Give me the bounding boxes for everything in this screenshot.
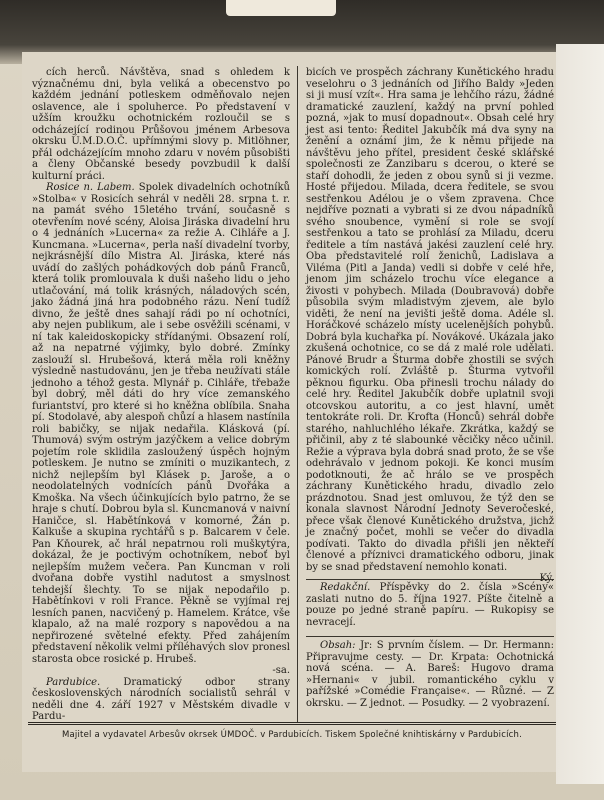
place-rosice: Rosice n. Labem. (46, 182, 135, 193)
section-rule-2 (306, 636, 554, 637)
column-divider (297, 66, 298, 722)
overlapping-page-edge (556, 44, 604, 784)
editorial-text: Příspěvky do 2. čísla »Scény« zaslati nutno do 5. října 1927. Píšte čitelně a pouze po jedné straně papíru. — Rukopisy se nevracejí. (306, 582, 554, 628)
editorial-notice-paragraph (306, 582, 554, 628)
article-pardubice (32, 677, 290, 723)
masthead-fragment (226, 0, 336, 16)
footer-rule-bottom (28, 724, 556, 725)
contents-label: Obsah: (320, 640, 356, 651)
article-pardubice-text: Dramatický odbor strany československých národních socialistů sehrál v neděli dne 4. září 1927 v Městském divadle v Pardu- (32, 676, 290, 722)
signature-sa: -sa. (272, 665, 290, 676)
contents-text: Jr: S prvním číslem. — Dr. Hermann: Připravujme cesty. — Dr. Krpata: Ochotnická nová scéna. — A. Bareš: Hugovo drama »Hernani« v jubil. romantického cyklu v pařížské »Comédie Française«. — Různé. — Z okrsku. — Z jednot. — Posudky. — 2 vyobrazení. (306, 640, 554, 709)
contents-section (306, 640, 554, 720)
right-column-review (306, 67, 554, 577)
editorial-label: Redakční. (320, 582, 371, 593)
section-rule-1 (306, 579, 554, 580)
contents-paragraph (306, 640, 554, 709)
place-pardubice: Pardubice. (46, 676, 101, 688)
article-rosice-text: Spolek divadelních ochotníků »Stolba« v Rosicích sehrál v neděli 28. srpna t. r. na památ svého 15letého trvání, současně s otevřením nové scény, Aloisa Jiráska divadelní hru o 4 jednáních »Lucerna« za režie A. Cihláře a J. Kuncmana. »Lucerna«, perla naší divadelní tvorby, nejkrásnější dílo Mistra Al. Jiráska, které nás uvádí do zašlých pohádkových dob pánů Franců, která tolik promlouvala k duši našeho lidu o jeho utlačování, má tolik krásných, náladových scén, jako žádná jiná hra podobného rázu. Není tudíž divno, že ještě dnes sahají rádi po ní ochotníci, aby nejen publikum, ale i sebe osvěžili scénami, v ní tak kaleidoskopicky střídanými. Obsazení rolí, až na nepatrné výjimky, bylo dobré. Zmínky zaslouží sl. Hrubešová, která měla roli kněžny výsledně nastudovánu, jen je třeba neužívati stále jednoho a téhož gesta. Mlynář p. Cihláře, třebaže byl dobrý, měl dáti do hry více zemanského furiantství, pro které si ho kněžna oblíbila. Snaha pí. Stodolavé, aby alespoň chůzí a hlasem nastínila roli babičky, se nijak nedařila. Klásková (pí. Thumová) svým ostrým jazýčkem a velice dobrým pojetím role sklidila zasloužený úspěch hojným potleskem. Je nutno se zmíniti o muzikantech, z nichž nejlepším byl Klásek p. Jaroše, a o neodolatelných vodnících pánů Dvořáka a Kmoška. Na všech účinkujících bylo patrno, že se hraje s chutí. Dobrou byla sl. Kuncmanová v naivní Haničce, sl. Habětínková v komorné, Žán p. Kalkuše a skupina rychtářů s p. Balcarem v čele. Pan Kňourek, ač hrál nepatrnou roli muškytýra, dokázal, že je poctivým ochotníkem, neboť byl nejlepším mužem večera. Pan Kuncman v roli dvořana dobře vystihl nadutost a smyslnost tehdejší šlechty. To se nijak nepodařilo p. Habětínkovi v roli Francе. Pěkně se vyjímal rej lesních panen, nacvičený p. Hamelem. Krátce, vše klapalo, až na malé rozpory s napovědou a na nepřirozené světelné efekty. Před zahájením představení několik velmi příléhavých slov pronesl starosta obce rosické p. Hrubeš. (32, 182, 290, 665)
article-pardubice-continued: bicích ve prospěch záchrany Kunětického hradu veselohru o 3 jednáních od Jiřího Baldy »Jeden si ji musí vzít«. Hra sama je lehčího rázu, žádné dramatické zauzlení, každý na první pohled pozná, »jak to musí dopadnout«. Obsah celé hry jest asi tento: Ředitel Jakubčík má dva syny na ženění a oznámí jim, že k němu přijede na návštěvu jeho přítel, president české sklářské společnosti ze Zanzibaru s dcerou, o které se staří dohodli, že jeden z obou synů si ji vezme. Hosté přijedou. Milada, dcera ředitele, se svou sestřenkou Adélou je o všem zpravena. Chce nejdříve poznati a vybrati si ze dvou nápadníků svého snoubence, vymění si role se svojí sestřenkou a tato se prohlásí za Miladu, dceru ředitele a tím nastává jakési zauzlení celé hry. Oba představitelé rolí ženichů, Ladislava a Viléma (Pitl a Janda) vedli si dobře v celé hře, jenom jim scházelo trochu více elegance a živosti v pohybech. Milada (Doubravová) dobře působila svým mladistvým zjevem, ale bylo viděti, že není na jevišti ještě doma. Adéle sl. Horáčkové scházelo místy ucelenějších pohybů. Dobrá byla kuchařka pí. Novákové. Ukázala jako zkušená ochotnice, co se dá z malé role udělati. Pánové Brudr a Šturma dobře zhostili se svých komických rolí. Zvláště p. Šturma vytvořil pěknou figurku. Oba přinesli trochu nálady do celé hry. Ředitel Jakubčík dobře uplatnil svoji otcovskou autoritu, a co jest hlavní, umět tentokráte roli. Dr. Krofta (Honců) sehrál dobře starého, nahluchlého lékaře. Zkrátka, každý se přičinil, aby z té slabounké věcičky něco učinil. Režie a výprava byla dobrá snad proto, že se vše odehrávalo v jednom pokoji. Ke konci musím podotknouti, že ač hrálo se ve prospěch záchrany Kunětického hradu, divadlo zelo prázdnotou. Snad jest omluvou, že týž den se konala slavnost Národní Jednoty Severočeské, přece však členové Kunětického družstva, jichž je značný počet, mohli se večer do divadla podívati. Takto do divadla přišli jen někteří členové a příznivci dramatického odboru, jinak by se snad představení nemohlo konati. (306, 67, 554, 573)
footer-rule-top (28, 722, 556, 723)
left-column (32, 67, 290, 722)
editorial-notice (306, 582, 554, 632)
article-besedy-text: cích herců. Návštěva, snad s ohledem k význačnému dni, byla veliká a obecenstvo po každém jednání potleskem odměňovalo nejen oslavence, ale i spoluherce. Po představení v užším kroužku ochotnickém rozloučil se s odcházející rodinou Průšovou jménem Arbesova okrsku Ú.M.D.O.Č. upřímnými slovy p. Mitlöhner, přál odcházejícím mnoho zdaru v novém působišti a členy Občanské besedy povzbudil k další kulturní práci. (32, 67, 290, 182)
article-rosice (32, 182, 290, 677)
imprint-footer: Majitel a vydavatel Arbesův okrsek ÚMDOČ. v Pardubicích. Tiskem Společné knihtiskárny v Pardubicích. (61, 730, 523, 740)
